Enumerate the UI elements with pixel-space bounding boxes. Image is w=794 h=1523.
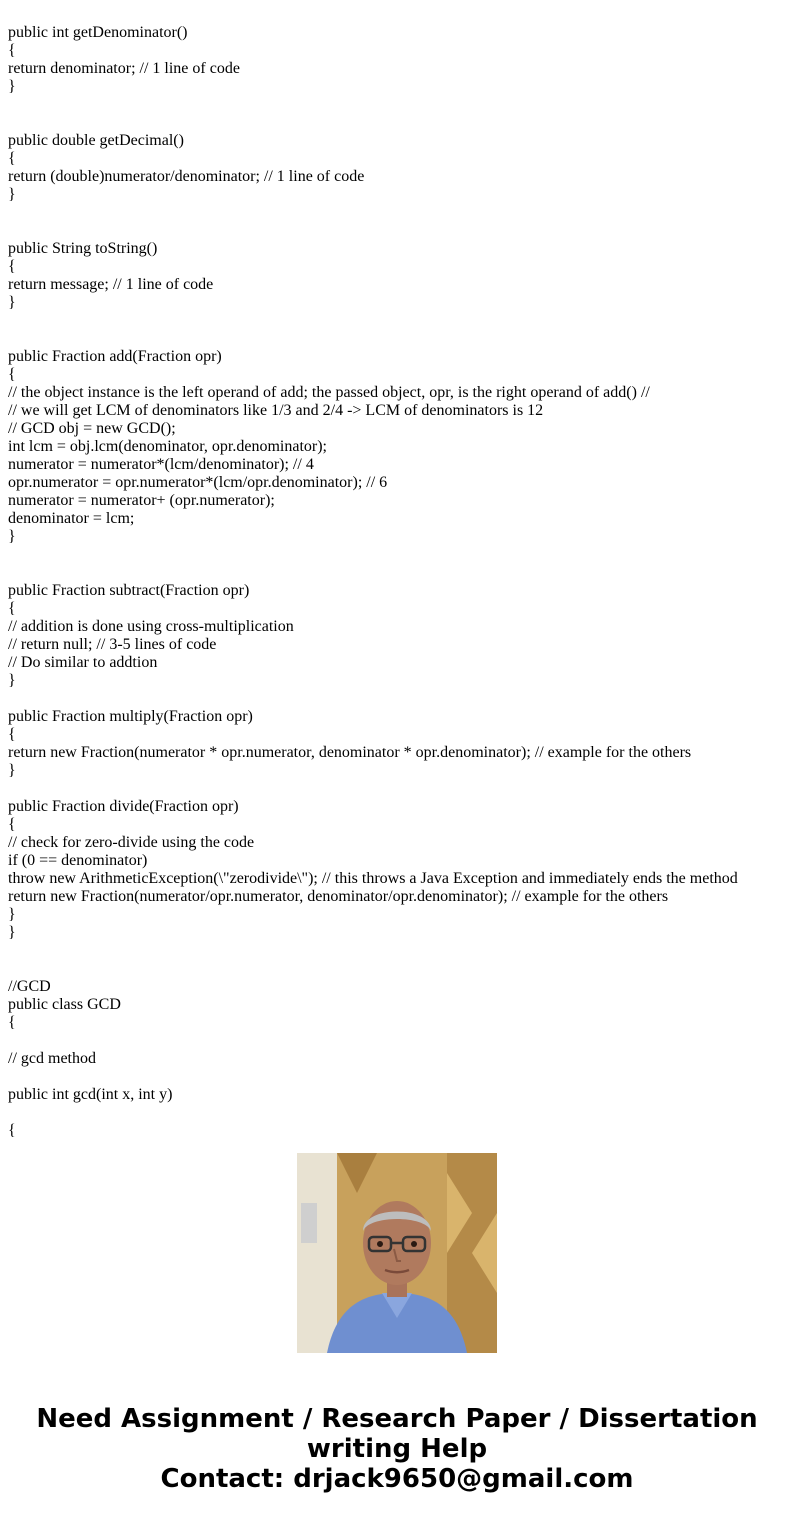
person-photo-icon xyxy=(297,1153,497,1353)
code-line: } xyxy=(8,762,16,779)
code-line: public Fraction subtract(Fraction opr) xyxy=(8,582,250,599)
contact-footer xyxy=(0,1404,794,1494)
code-line: { xyxy=(8,150,16,167)
code-line: { xyxy=(8,726,16,743)
footer-line-1: Need Assignment / Research Paper / Dissertation xyxy=(36,1404,758,1434)
code-line xyxy=(8,222,788,240)
code-line: public class GCD xyxy=(8,996,121,1013)
code-line: } xyxy=(8,906,16,923)
code-line: // we will get LCM of denominators like 1/3 and 2/4 -> LCM of denominators is 12 xyxy=(8,402,544,419)
footer-line-2: writing Help xyxy=(306,1434,488,1464)
code-line: // the object instance is the left operand of add; the passed object, opr, is the right operand of add() // xyxy=(8,384,650,401)
code-line: denominator = lcm; xyxy=(8,510,135,527)
code-line: public String toString() xyxy=(8,240,158,257)
code-line: } xyxy=(8,672,16,689)
code-line: { xyxy=(8,42,16,59)
code-line xyxy=(8,1104,788,1122)
code-line xyxy=(8,330,788,348)
code-line: { xyxy=(8,816,16,833)
code-line: throw new ArithmeticException(\"zerodivide\"); // this throws a Java Exception and immediately ends the method xyxy=(8,870,738,887)
code-line: } xyxy=(8,924,16,941)
code-line: numerator = numerator+ (opr.numerator); xyxy=(8,492,275,509)
author-avatar xyxy=(297,1153,497,1353)
code-line: { xyxy=(8,1014,16,1031)
code-line: public Fraction multiply(Fraction opr) xyxy=(8,708,253,725)
code-line: public Fraction divide(Fraction opr) xyxy=(8,798,239,815)
code-line: // GCD obj = new GCD(); xyxy=(8,420,176,437)
code-line: int lcm = obj.lcm(denominator, opr.denominator); xyxy=(8,438,327,455)
code-line xyxy=(8,960,788,978)
code-line: opr.numerator = opr.numerator*(lcm/opr.denominator); // 6 xyxy=(8,474,388,491)
code-line xyxy=(8,204,788,222)
code-line: numerator = numerator*(lcm/denominator); // 4 xyxy=(8,456,314,473)
code-line: { xyxy=(8,366,16,383)
code-line xyxy=(8,1032,788,1050)
code-line: if (0 == denominator) xyxy=(8,852,148,869)
code-line: return new Fraction(numerator/opr.numerator, denominator/opr.denominator); // example for the others xyxy=(8,888,669,905)
code-line xyxy=(8,312,788,330)
code-line: { xyxy=(8,600,16,617)
code-line: { xyxy=(8,1122,16,1139)
code-line xyxy=(8,564,788,582)
code-line: // gcd method xyxy=(8,1050,96,1067)
code-line xyxy=(8,114,788,132)
code-line: //GCD xyxy=(8,978,51,995)
code-line: } xyxy=(8,78,16,95)
code-line: // addition is done using cross-multiplication xyxy=(8,618,294,635)
code-line: return new Fraction(numerator * opr.numerator, denominator * opr.denominator); // example for the others xyxy=(8,744,692,761)
code-line: } xyxy=(8,186,16,203)
code-line: // Do similar to addtion xyxy=(8,654,158,671)
code-line xyxy=(8,1068,788,1086)
code-line: { xyxy=(8,258,16,275)
code-line xyxy=(8,780,788,798)
code-line: // return null; // 3-5 lines of code xyxy=(8,636,217,653)
code-line: public Fraction add(Fraction opr) xyxy=(8,348,222,365)
code-listing xyxy=(8,24,788,1139)
code-line: } xyxy=(8,294,16,311)
code-line: return denominator; // 1 line of code xyxy=(8,60,240,77)
code-line xyxy=(8,546,788,564)
code-line: public double getDecimal() xyxy=(8,132,184,149)
code-line xyxy=(8,690,788,708)
code-line: // check for zero-divide using the code xyxy=(8,834,255,851)
code-line xyxy=(8,942,788,960)
footer-line-3: Contact: drjack9650@gmail.com xyxy=(160,1464,634,1494)
code-line: return message; // 1 line of code xyxy=(8,276,214,293)
code-line: public int getDenominator() xyxy=(8,24,188,41)
code-line: return (double)numerator/denominator; // 1 line of code xyxy=(8,168,365,185)
code-line xyxy=(8,96,788,114)
code-line: public int gcd(int x, int y) xyxy=(8,1086,173,1103)
code-line: } xyxy=(8,528,16,545)
